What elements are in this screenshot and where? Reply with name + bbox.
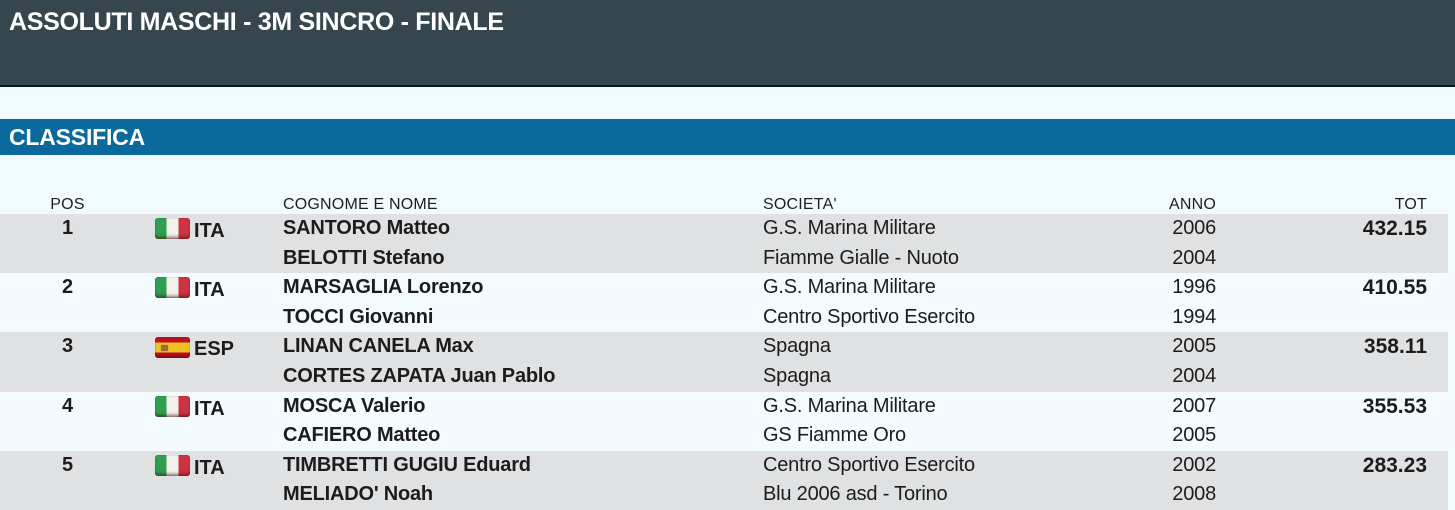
athlete-2-year: 2004 (1172, 246, 1216, 269)
position-value: 1 (61, 217, 74, 239)
athlete-1-name: MARSAGLIA Lorenzo (283, 276, 484, 299)
spain-flag-icon (155, 337, 190, 358)
total-score: 283.23 (1362, 453, 1427, 477)
nation-cell (135, 332, 283, 362)
position-value: 3 (61, 335, 74, 358)
athlete-2-club: Fiamme Gialle - Nuoto (763, 246, 959, 269)
team-row (0, 451, 1448, 510)
athlete-2-club: Centro Sportivo Esercito (763, 305, 975, 328)
athlete-2-year: 2008 (1172, 483, 1216, 506)
nation-code: ITA (194, 220, 225, 242)
italy-flag-icon (155, 218, 190, 239)
athlete-2-year: 1994 (1172, 305, 1216, 328)
athlete-1-club: G.S. Marina Militare (763, 217, 936, 239)
event-header (0, 0, 1455, 87)
team-row (0, 392, 1448, 451)
italy-flag-icon (155, 277, 190, 298)
athlete-1-name: LINAN CANELA Max (283, 335, 474, 358)
athlete-1-name: MOSCA Valerio (283, 394, 426, 417)
athlete-1-club: G.S. Marina Militare (763, 394, 936, 417)
team-row (0, 273, 1448, 332)
athlete-1-year: 2002 (1172, 453, 1216, 476)
athlete-1-year: 1996 (1172, 276, 1216, 299)
athlete-1-club: Spagna (763, 335, 831, 358)
column-header-name: COGNOME E NOME (283, 196, 438, 214)
athlete-2-year: 2005 (1172, 424, 1216, 447)
athlete-1-year: 2005 (1172, 335, 1216, 358)
table-body (0, 214, 1448, 510)
column-header-pos: POS (50, 196, 85, 214)
classifica-section-bar (0, 119, 1455, 155)
athlete-1-year: 2006 (1172, 217, 1216, 239)
athlete-1-name: SANTORO Matteo (283, 217, 450, 239)
athlete-2-club: Blu 2006 asd - Torino (763, 483, 948, 506)
nation-code: ITA (194, 279, 225, 302)
total-score: 410.55 (1362, 276, 1427, 300)
italy-flag-icon (155, 396, 190, 417)
athlete-2-name: CAFIERO Matteo (283, 424, 441, 447)
position-value: 2 (61, 276, 74, 299)
athlete-2-year: 2004 (1172, 364, 1216, 387)
total-score: 358.11 (1363, 335, 1427, 359)
athlete-2-club: GS Fiamme Oro (763, 424, 906, 447)
athlete-2-name: CORTES ZAPATA Juan Pablo (283, 364, 556, 387)
total-score: 432.15 (1362, 217, 1427, 240)
nation-code: ITA (194, 456, 225, 479)
nation-code: ESP (194, 338, 235, 361)
athlete-2-club: Spagna (763, 364, 831, 387)
table-header-row (0, 191, 1448, 214)
column-header-club: SOCIETA' (763, 196, 837, 214)
column-header-tot: TOT (1394, 196, 1427, 214)
nation-code: ITA (194, 397, 225, 420)
team-row (0, 332, 1448, 391)
column-header-year: ANNO (1168, 196, 1216, 214)
athlete-1-club: G.S. Marina Militare (763, 276, 936, 299)
total-score: 355.53 (1362, 394, 1427, 418)
position-value: 5 (61, 453, 74, 476)
nation-cell (135, 451, 283, 481)
athlete-1-year: 2007 (1172, 394, 1216, 417)
nation-cell (135, 273, 283, 303)
results-table (0, 191, 1448, 510)
athlete-2-name: MELIADO' Noah (283, 483, 433, 506)
athlete-2-name: BELOTTI Stefano (283, 246, 445, 269)
event-title: ASSOLUTI MASCHI - 3M SINCRO - FINALE (9, 8, 504, 36)
athlete-1-name: TIMBRETTI GUGIU Eduard (283, 453, 531, 476)
section-title: CLASSIFICA (9, 123, 146, 150)
athlete-2-name: TOCCI Giovanni (283, 305, 434, 328)
italy-flag-icon (155, 455, 190, 476)
nation-cell (135, 392, 283, 422)
athlete-1-club: Centro Sportivo Esercito (763, 453, 975, 476)
team-row (0, 214, 1448, 273)
nation-cell (135, 214, 283, 244)
position-value: 4 (61, 394, 74, 417)
